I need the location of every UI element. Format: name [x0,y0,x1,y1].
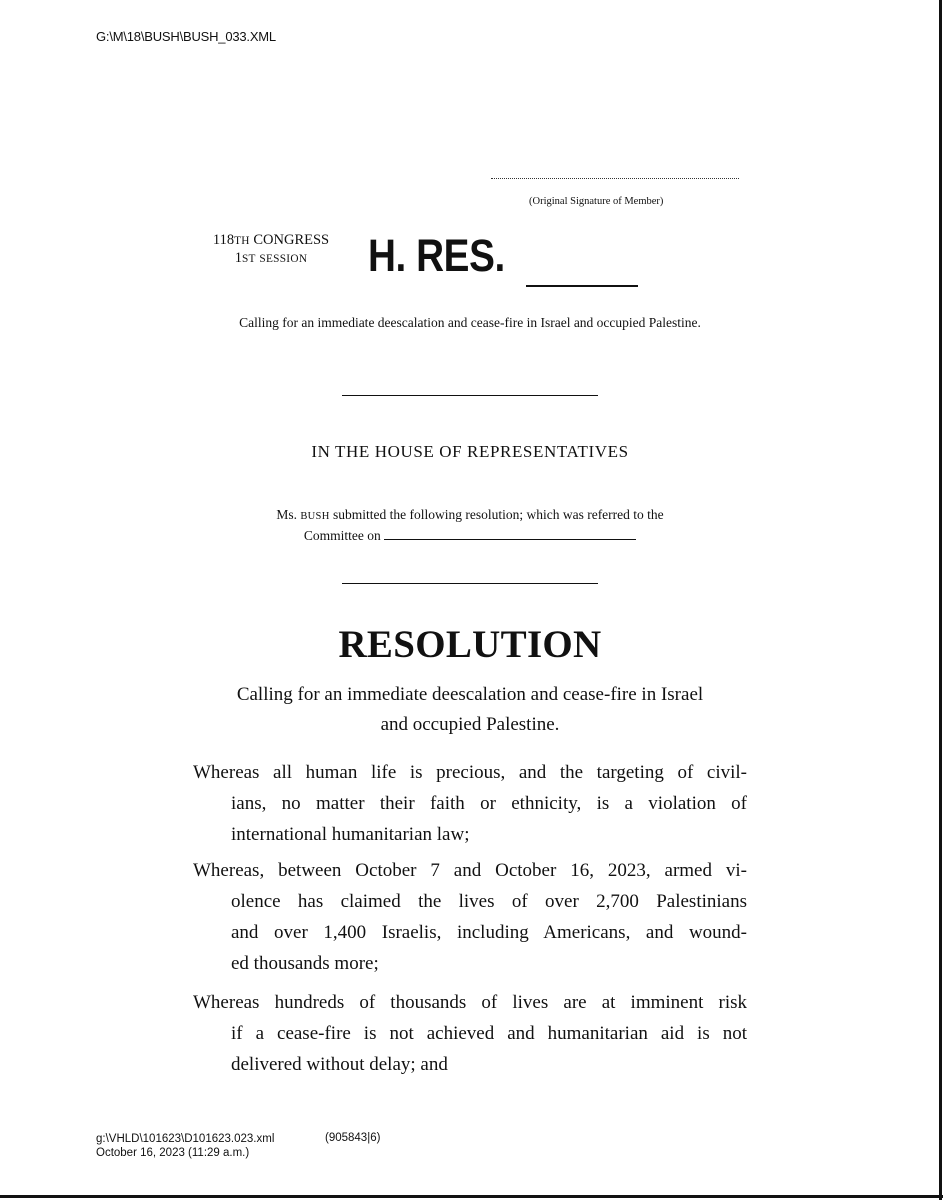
bill-short-title: Calling for an immediate deescalation and cease-fire in Israel and occupied Palestine. [239,315,701,330]
resolution-heading: RESOLUTION [338,623,602,666]
resolution-title-line: and occupied Palestine. [380,714,560,735]
page-border-right [939,0,942,1200]
bill-designation: H. RES. [368,230,505,281]
page-border-bottom [0,1195,943,1198]
whereas-clause [193,855,747,979]
chamber-heading: IN THE HOUSE OF REPRESENTATIVES [311,442,629,461]
whereas-line: if a cease-fire is not achieved and humanitarian aid is not [231,1023,747,1044]
footer-file-path: g:\VHLD\101623\D101623.023.xml [96,1133,275,1145]
bill-number-blank [526,285,638,287]
whereas-line: Whereas hundreds of thousands of lives are at imminent risk [193,992,747,1013]
committee-blank [384,529,636,540]
session-number: 1ST SESSION [234,250,308,266]
introduction-text: submitted the following resolution; which was referred to the [332,507,664,522]
divider-rule [342,583,598,584]
footer-info [96,1132,274,1160]
whereas-line: olence has claimed the lives of over 2,700 Palestinians [231,891,747,912]
footer-doc-code: (905843|6) [325,1132,381,1144]
congress-number: 118TH CONGRESS [212,232,330,248]
member-title: Ms. [276,507,297,522]
whereas-clause [193,757,747,850]
whereas-line: delivered without delay; and [231,1054,448,1075]
whereas-line: Whereas all human life is precious, and the targeting of civil- [193,762,747,783]
committee-text: Committee on [303,528,381,543]
header-file-path: G:\M\18\BUSH\BUSH_033.XML [96,29,276,44]
signature-label: (Original Signature of Member) [529,196,664,207]
whereas-line: Whereas, between October 7 and October 16, 2023, armed vi- [193,860,747,881]
signature-line [491,178,739,179]
introduction-paragraph [190,505,750,545]
resolution-title-line: Calling for an immediate deescalation and cease-fire in Israel [236,684,704,705]
whereas-clause [193,987,747,1080]
divider-rule [342,395,598,396]
whereas-line: ed thousands more; [231,953,379,974]
footer-date-time: October 16, 2023 (11:29 a.m.) [96,1147,250,1159]
whereas-line: and over 1,400 Israelis, including Americans, and wound- [231,922,747,943]
whereas-line: ians, no matter their faith or ethnicity, is a violation of [231,793,747,814]
resolution-title [190,680,750,740]
member-name: BUSH [300,511,330,522]
whereas-line: international humanitarian law; [231,824,470,845]
congress-session-block [190,232,352,268]
